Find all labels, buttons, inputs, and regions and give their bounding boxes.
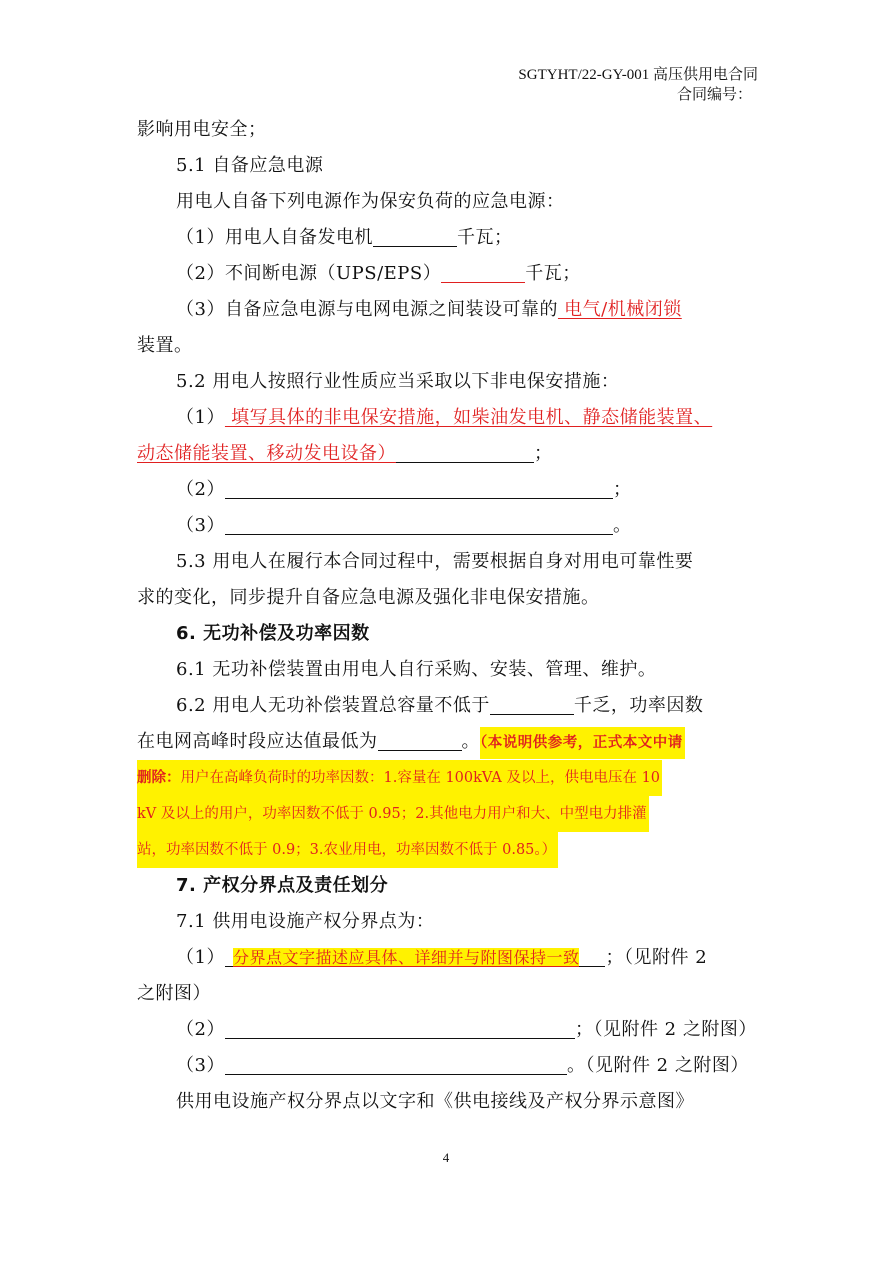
section-5-2-title: 5.2 用电人按照行业性质应当采取以下非电保安措施：: [176, 371, 620, 392]
filled-red-text: 填写具体的非电保安措施，如柴油发电机、静态储能装置、: [224, 407, 713, 428]
heading-7: 7. 产权分界点及责任划分: [176, 875, 389, 896]
blank-field[interactable]: [225, 515, 613, 535]
blank-field[interactable]: [225, 1055, 567, 1075]
blank-field[interactable]: [490, 695, 574, 715]
page-number: 4: [442, 1150, 450, 1165]
item-boundary-2: （2） ；（见附件 2 之附图）: [176, 1019, 757, 1040]
item-measure-2: （2） ；: [176, 479, 632, 500]
item-generator: （1）用电人自备发电机 千瓦；: [176, 227, 513, 248]
blank-field[interactable]: [225, 1019, 575, 1039]
editor-note: （本说明供参考，正式本文中请: [480, 727, 685, 759]
item-boundary-1: （1） 分界点文字描述应具体、详细并与附图保持一致 ；（见附件 2: [176, 947, 708, 968]
item-interlock: （3）自备应急电源与电网电源之间装设可靠的 电气/机械闭锁: [176, 299, 682, 320]
section-6-1: 6.1 无功补偿装置由用电人自行采购、安装、管理、维护。: [176, 659, 657, 680]
paragraph: 在电网高峰时段应达值最低为 。（本说明供参考，正式本文中请: [137, 724, 757, 760]
blank-field[interactable]: [396, 443, 534, 463]
document-body: [137, 112, 757, 1120]
section-5-1-title: 5.1 自备应急电源: [176, 155, 324, 176]
blank-field[interactable]: [441, 263, 525, 283]
section-5-3: 5.3 用电人在履行本合同过程中，需要根据自身对用电可靠性要: [176, 551, 694, 572]
paragraph: 供用电设施产权分界点以文字和《供电接线及产权分界示意图》: [176, 1091, 694, 1112]
item-ups: （2）不间断电源（UPS/EPS） 千瓦；: [176, 263, 581, 284]
paragraph: 影响用电安全；: [137, 119, 267, 140]
editor-note-block: 删除：用户在高峰负荷时的功率因数：1.容量在 100kVA 及以上，供电电压在 10 kV 及以上的用户，功率因数不低于 0.95；2.其他电力用户和大、中型电力排灌 站，功率因数不低于 0.9；3.农业用电，功率因数不低于 0.85。）: [137, 760, 757, 868]
blank-field[interactable]: [378, 731, 462, 751]
item-boundary-3: （3） 。（见附件 2 之附图）: [176, 1055, 749, 1076]
header-contract-no: 合同编号：: [676, 87, 752, 103]
section-6-2: 6.2 用电人无功补偿装置总容量不低于 千乏，功率因数: [176, 695, 704, 716]
paragraph: 装置。: [137, 335, 193, 356]
blank-field[interactable]: [373, 227, 457, 247]
item-measure-1: （1） 填写具体的非电保安措施，如柴油发电机、静态储能装置、: [176, 407, 713, 428]
header-code-line: SGTYHT/22-GY-001 高压供用电合同: [518, 67, 758, 83]
filled-red-text: 电气/机械闭锁: [557, 299, 682, 320]
paragraph: 用电人自备下列电源作为保安负荷的应急电源：: [176, 191, 565, 212]
item-measure-3: （3） 。: [176, 515, 632, 536]
filled-red-text: 分界点文字描述应具体、详细并与附图保持一致: [232, 948, 580, 967]
paragraph: 之附图）: [137, 983, 211, 1004]
paragraph: 动态储能装置、移动发电设备） ；: [137, 443, 553, 464]
blank-field[interactable]: [225, 479, 613, 499]
heading-6: 6. 无功补偿及功率因数: [176, 623, 370, 644]
section-7-1: 7.1 供用电设施产权分界点为：: [176, 911, 435, 932]
paragraph: 求的变化，同步提升自备应急电源及强化非电保安措施。: [137, 587, 600, 608]
